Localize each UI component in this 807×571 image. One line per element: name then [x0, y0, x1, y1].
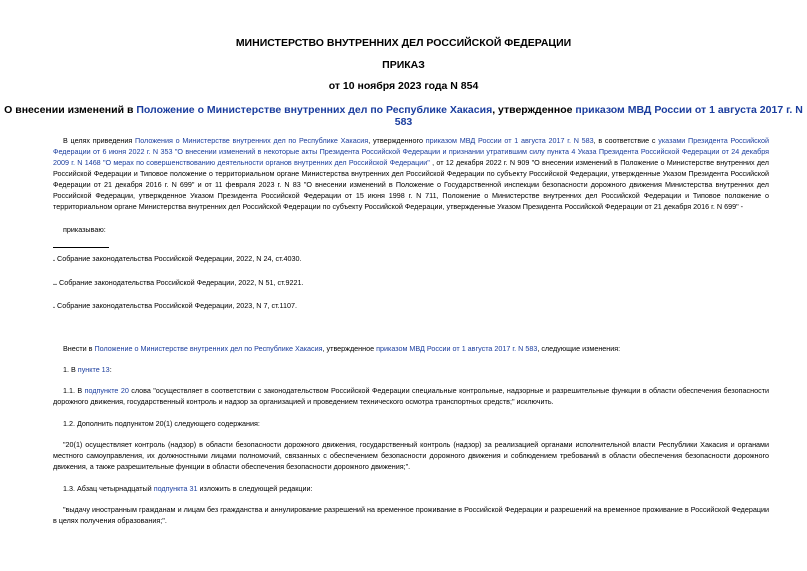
- document-type: ПРИКАЗ: [382, 59, 425, 71]
- footnote-text: Собрание законодательства Российской Федерации, 2023, N 7, ст.1107.: [57, 301, 298, 310]
- item-text: 1.3. Абзац четырнадцатый: [63, 484, 154, 493]
- preamble-text: -: [740, 202, 744, 211]
- footnote: [53, 254, 302, 263]
- preamble-link-decrees[interactable]: указами Президента Российской Федерации от 6 июня 2022 г. N 353 "О внесении изменений в некоторые акты Президента Российской Федерации и признании утратившим силу пункта 4 Указа Президента Российской Федерации от 24 декабря 2009 г. N 1468 "О мерах по совершенствованию деятельности органов внутренних дел Российской Федерации": [53, 136, 769, 167]
- intro-link-regulation[interactable]: Положение о Министерстве внутренних дел по Республике Хакасия: [94, 344, 323, 353]
- preamble-paragraph: [53, 135, 769, 212]
- item-1-2-quote: "20(1) осуществляет контроль (надзор) в области безопасности дорожного движения, государственный контроль (надзор) за реализацией органами исполнительной власти Республики Хакасия и органами местного самоуправления, их должностными лицами полномочий, связанных с обеспечением безопасности дорожного движения и соблюдением требований в области обеспечения безопасности дорожного движения, а также разрешительные функции в области обеспечения безопасности дорожного движения;".: [53, 440, 769, 471]
- order-date-number: от 10 ноября 2023 года N 854: [328, 80, 479, 92]
- intro-text: , следующие изменения:: [537, 344, 621, 353]
- item-1-1: [53, 385, 769, 407]
- preamble-link-regulation[interactable]: Положения о Министерстве внутренних дел по Республике Хакасия: [135, 136, 369, 145]
- title-text-pre: О внесении изменений в: [4, 104, 137, 116]
- item-text: 1.1. В: [63, 386, 85, 395]
- item-text: изложить в следующей редакции:: [197, 484, 313, 493]
- footnote-text: Собрание законодательства Российской Федерации, 2022, N 51, ст.9221.: [59, 278, 304, 287]
- title-link-order-583[interactable]: приказом МВД России от 1 августа 2017 г. N 583: [394, 104, 803, 128]
- preamble-text: , от 12 декабря 2022 г. N 909 "О внесении изменений в Положение о Министерстве внутренних дел Российской Федерации и Типовое положение о территориальном органе Министерства внутренних дел Российской Федерации по субъекту Российской Федерации, утвержденные Указом Президента Российской Федерации от 21 декабря 2016 г. N 699": [53, 158, 769, 189]
- intro-link-order-583[interactable]: приказом МВД России от 1 августа 2017 г. N 583: [376, 344, 538, 353]
- footnote: [53, 278, 304, 287]
- item-text: 1. В: [63, 365, 78, 374]
- item-1-2: 1.2. Дополнить подпунктом 20(1) следующего содержания:: [63, 419, 260, 428]
- intro-text: , утвержденное: [322, 344, 377, 353]
- footnote-divider: [53, 247, 109, 248]
- item-1: [53, 364, 769, 375]
- preamble-text: и от 11 февраля 2023 г. N 83 "О внесении изменений в Положение о Государственной инспекции безопасности дорожного движения Министерства внутренних дел Российской Федерации, утвержденное Указом Президента Российской Федерации от 15 июня 1998 г. N 711, Положение о Министерстве внутренних дел Российской Федерации и Типовое положение о территориальном органе Министерства внутренних дел Российской Федерации по субъекту Российской Федерации, утвержденные Указом Президента Российской Федерации от 21 декабря 2016 г. N 699": [53, 180, 769, 211]
- intro-text: Внести в: [63, 344, 95, 353]
- link-subpoint-20[interactable]: подпункте 20: [84, 386, 129, 395]
- link-subpoint-31[interactable]: подпункта 31: [153, 484, 198, 493]
- footnote-text: Собрание законодательства Российской Федерации, 2022, N 24, ст.4030.: [57, 254, 302, 263]
- item-1-3: [53, 483, 769, 494]
- item-text: слова "осуществляет в соответствии с законодательством Российской Федерации специальные контрольные, надзорные и разрешительные функции в области обеспечения безопасности дорожного движения, государственный контроль и надзор за организацией и проведением технического осмотра транспортных средств;" исключить.: [53, 386, 769, 406]
- preamble-text: , в соответствие с: [593, 136, 659, 145]
- preamble-text: , утвержденного: [368, 136, 426, 145]
- preamble-text: В целях приведения: [63, 136, 136, 145]
- amendment-intro: [53, 343, 769, 354]
- order-title: [0, 104, 807, 128]
- ministry-heading: МИНИСТЕРСТВО ВНУТРЕННИХ ДЕЛ РОССИЙСКОЙ ФЕДЕРАЦИИ: [235, 37, 572, 49]
- item-1-3-quote: "выдачу иностранным гражданам и лицам без гражданства и аннулирование разрешений на временное проживание в Российской Федерации и разрешений на временное проживание в Российской Федерации в целях получения образования;".: [53, 505, 769, 525]
- footnote-marker: ..: [53, 278, 57, 287]
- footnote-marker: .: [53, 254, 55, 263]
- title-text-mid: , утвержденное: [492, 104, 576, 116]
- link-point-13[interactable]: пункте 13: [77, 365, 110, 374]
- footnote-marker: .: [53, 301, 55, 310]
- title-link-regulation[interactable]: Положение о Министерстве внутренних дел по Республике Хакасия: [136, 104, 493, 116]
- order-word: приказываю:: [63, 225, 106, 234]
- preamble-link-order-583[interactable]: приказом МВД России от 1 августа 2017 г. N 583: [425, 136, 594, 145]
- footnote: [53, 301, 297, 310]
- item-text: :: [109, 365, 112, 374]
